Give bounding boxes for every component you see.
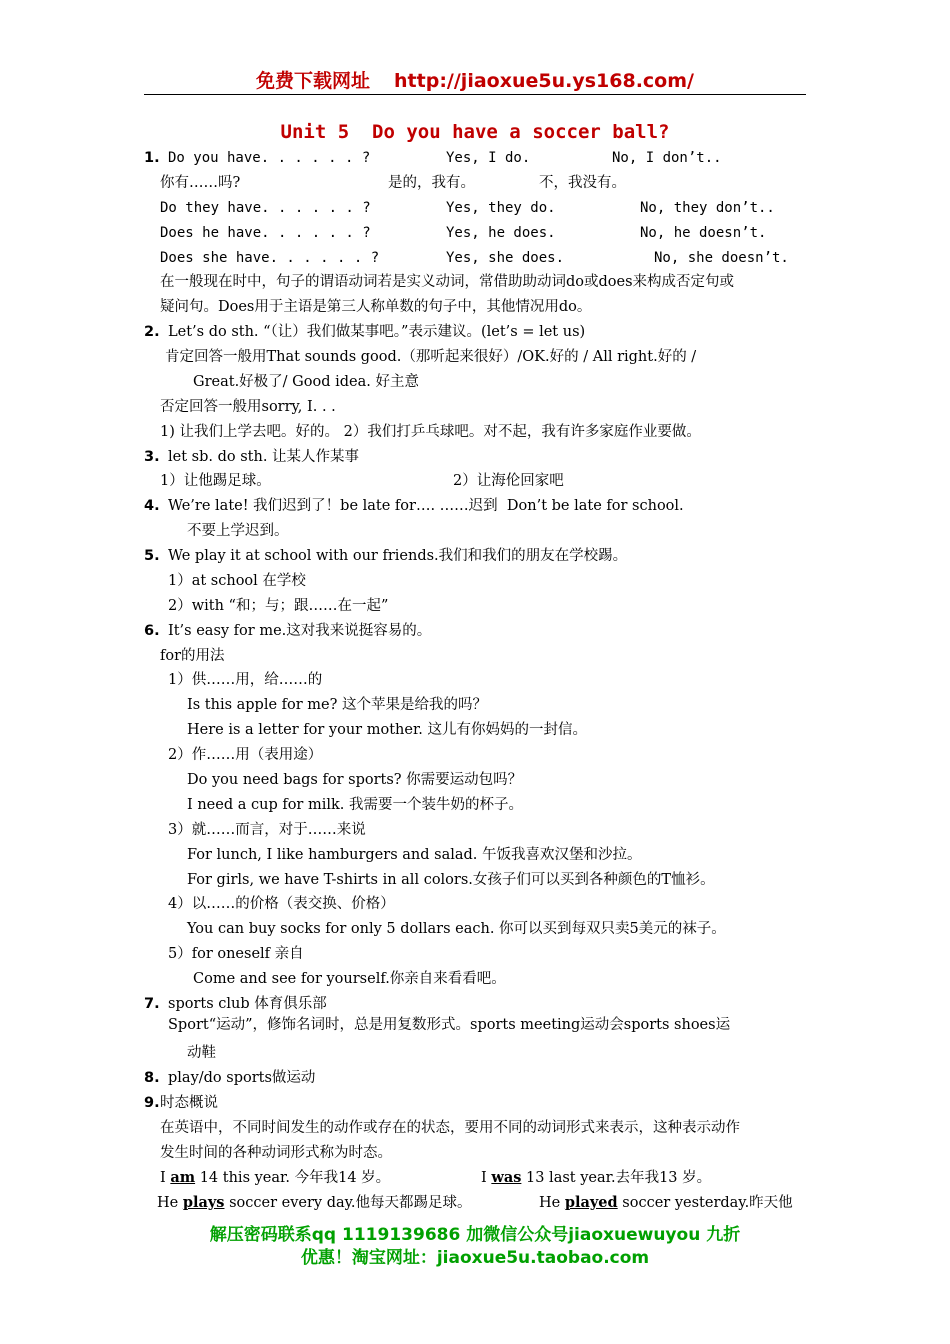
section-number: 2. [144, 324, 160, 340]
text-line: for的用法 [160, 648, 225, 664]
example-sentence: I was 13 last year.去年我13 岁。 [481, 1169, 712, 1186]
text-line: 不要上学迟到。 [187, 523, 289, 539]
text-line: No, she doesn’t. [654, 250, 789, 266]
text-line: 1）让他踢足球。 [160, 473, 271, 489]
text-line: Does she have. . . . . . ? [160, 250, 380, 266]
footer-line-1: 解压密码联系qq 1119139686 加微信公众号jiaoxuewuyou 九折 [209, 1225, 741, 1245]
underlined-verb: was [491, 1169, 522, 1186]
text-line: 1）at school 在学校 [168, 573, 306, 589]
text-line: We play it at school with our friends.我们和我们的朋友在学校踢。 [168, 548, 628, 564]
text-line: 动鞋 [187, 1045, 216, 1061]
text-line: Great.好极了/ Good idea. 好主意 [193, 374, 419, 390]
section-number: 7. [144, 996, 160, 1012]
text-line: Yes, they do. [446, 200, 556, 216]
text-line: 2）让海伦回家吧 [453, 473, 564, 489]
text-line: 1）供……用，给……的 [168, 672, 323, 688]
footer-line-2: 优惠！淘宝网址：jiaoxue5u.taobao.com [300, 1248, 650, 1268]
text-line: 疑问句。Does用于主语是第三人称单数的句子中，其他情况用do。 [160, 299, 592, 315]
example-sentence: He plays soccer every day.他每天都踢足球。 [157, 1194, 472, 1211]
text-line: Yes, I do. [446, 150, 531, 166]
text-line: For lunch, I like hamburgers and salad. 午饭我喜欢汉堡和沙拉。 [187, 847, 642, 863]
text-line: It’s easy for me.这对我来说挺容易的。 [168, 623, 432, 639]
text-line: No, I don’t.. [612, 150, 722, 166]
text-line: For girls, we have T-shirts in all colors.女孩子们可以买到各种颜色的T恤衫。 [187, 872, 715, 888]
section-number: 5. [144, 548, 160, 564]
text-line: Do they have. . . . . . ? [160, 200, 371, 216]
header-label: 免费下载网址 [256, 70, 371, 92]
text-line: No, he doesn’t. [640, 225, 767, 241]
text-line: Come and see for yourself.你亲自来看看吧。 [193, 971, 506, 987]
text-line: Yes, he does. [446, 225, 556, 241]
text-line: 时态概说 [160, 1095, 218, 1111]
text-line: We’re late! 我们迟到了！be late for…. ……迟到 Don’t be late for school. [168, 498, 684, 514]
text-line: Yes, she does. [446, 250, 565, 266]
text-line: Sport“运动”，修饰名词时，总是用复数形式。sports meeting运动会sports shoes运 [168, 1017, 731, 1033]
text-line: Do you need bags for sports? 你需要运动包吗？ [187, 772, 523, 788]
section-number: 1. [144, 150, 160, 166]
text-line: 2）with “和；与；跟……在一起” [168, 598, 389, 614]
text-line: No, they don’t.. [640, 200, 775, 216]
text-line: 2）作……用（表用途） [168, 747, 323, 763]
section-number: 9. [144, 1095, 160, 1111]
section-number: 6. [144, 623, 160, 639]
text-line: 发生时间的各种动词形式称为时态。 [160, 1145, 392, 1161]
text-line: 4）以……的价格（表交换、价格） [168, 896, 395, 912]
underlined-verb: plays [182, 1194, 225, 1211]
text-line: 是的，我有。 [388, 175, 475, 191]
underlined-verb: played [564, 1194, 618, 1211]
header-divider [144, 94, 806, 95]
page-title: Unit 5 Do you have a soccer ball? [280, 121, 670, 143]
text-line: play/do sports做运动 [168, 1070, 316, 1086]
header-banner [144, 66, 806, 93]
header-url-link[interactable]: http://jiaoxue5u.ys168.com/ [394, 70, 694, 92]
text-line: I need a cup for milk. 我需要一个装牛奶的杯子。 [187, 797, 523, 813]
example-sentence: He played soccer yesterday.昨天他 [539, 1194, 793, 1211]
text-line: 在英语中，不同时间发生的动作或存在的状态，要用不同的动词形式来表示，这种表示动作 [160, 1120, 740, 1136]
text-line: let sb. do sth. 让某人作某事 [168, 449, 360, 465]
text-line: Do you have. . . . . . ? [168, 150, 371, 166]
text-line: 肯定回答一般用That sounds good.（那听起来很好）/OK.好的 / All right.好的 / [165, 349, 697, 365]
text-line: You can buy socks for only 5 dollars each. 你可以买到每双只卖5美元的袜子。 [187, 921, 726, 937]
section-number: 4. [144, 498, 160, 514]
text-line: sports club 体育俱乐部 [168, 996, 327, 1012]
section-number: 8. [144, 1070, 160, 1086]
text-line: Here is a letter for your mother. 这儿有你妈妈的一封信。 [187, 722, 588, 738]
text-line: 否定回答一般用sorry, I. . . [160, 399, 336, 415]
text-line: 你有……吗? [160, 175, 241, 191]
text-line: Is this apple for me? 这个苹果是给我的吗？ [187, 697, 488, 713]
text-line: 在一般现在时中，句子的谓语动词若是实义动词，常借助助动词do或does来构成否定句或 [160, 274, 735, 290]
text-line: Does he have. . . . . . ? [160, 225, 371, 241]
section-number: 3. [144, 449, 160, 465]
underlined-verb: am [170, 1169, 196, 1186]
text-line: 5）for oneself 亲自 [168, 946, 304, 962]
text-line: Let’s do sth. “（让）我们做某事吧。”表示建议。(let’s = let us) [168, 324, 586, 340]
example-sentence: I am 14 this year. 今年我14 岁。 [160, 1169, 391, 1186]
text-line: 不，我没有。 [539, 175, 626, 191]
text-line: 1) 让我们上学去吧。好的。 2）我们打乒乓球吧。对不起，我有许多家庭作业要做。 [160, 424, 701, 440]
text-line: 3）就……而言，对于……来说 [168, 822, 366, 838]
